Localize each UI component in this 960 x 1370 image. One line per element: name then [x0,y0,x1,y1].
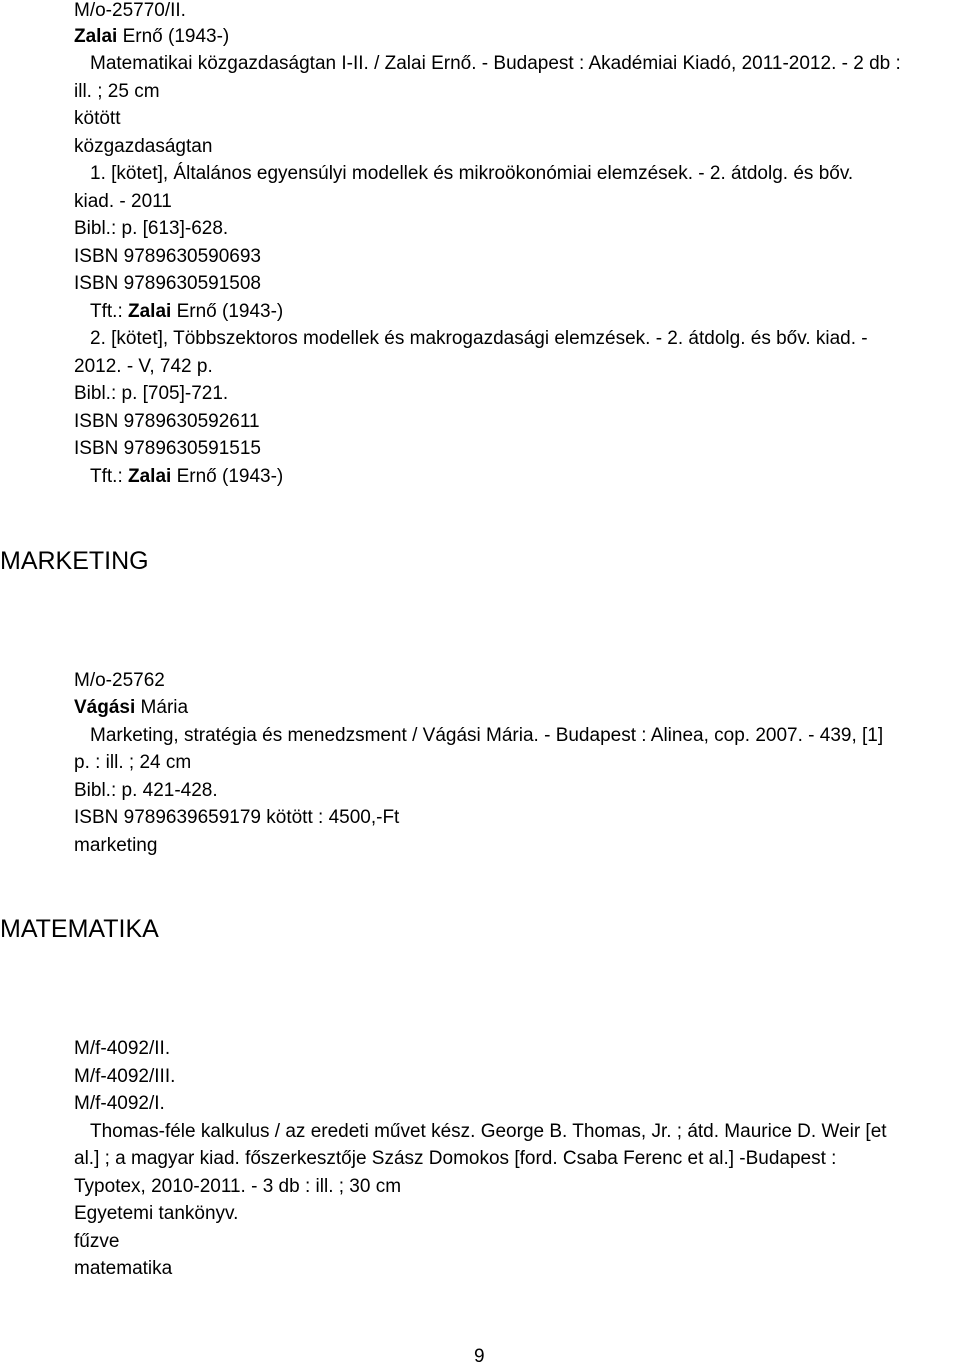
volume-title-line: 1. [kötet], Általános egyensúlyi modellek és mikroökonómiai elemzések. - 2. átdolg. és bőv. [90,163,854,184]
page-number: 9 [474,1346,485,1367]
subject: marketing [74,835,158,856]
shelf-mark: M/f-4092/II. [74,1038,171,1059]
shelf-mark: M/o-25762 [74,670,165,691]
title-line: p. : ill. ; 24 cm [74,752,192,773]
author-heading [74,24,229,50]
author-heading [74,695,188,721]
volume-title-line: 2012. - V, 742 p. [74,356,213,377]
author-surname: Vágási [74,697,136,718]
bibliography-note: Bibl.: p. [705]-721. [74,383,229,404]
binding: fűzve [74,1231,120,1252]
note: Egyetemi tankönyv. [74,1203,239,1224]
title-line: Marketing, stratégia és menedzsment / Vágási Mária. - Budapest : Alinea, cop. 2007. - 439, [1] [90,725,884,746]
tft-surname: Zalai [128,466,172,487]
title-line: Thomas-féle kalkulus / az eredeti művet kész. George B. Thomas, Jr. ; átd. Maurice D. Weir [et [90,1121,887,1142]
binding: kötött [74,108,121,129]
subject-author [90,464,283,490]
tft-prefix: Tft.: [90,301,128,322]
section-heading: MARKETING [0,547,149,575]
shelf-mark: M/f-4092/III. [74,1066,176,1087]
tft-surname: Zalai [128,301,172,322]
tft-rest: Ernő (1943-) [171,301,284,322]
volume-title-line: 2. [kötet], Többszektoros modellek és makrogazdasági elemzések. - 2. átdolg. és bőv. kiad. - [90,328,868,349]
volume-title-line: kiad. - 2011 [74,191,172,212]
subject: közgazdaságtan [74,136,213,157]
title-line: Matematikai közgazdaságtan I-II. / Zalai Ernő. - Budapest : Akadémiai Kiadó, 2011-2012. - 2 db : [90,53,901,74]
title-line: al.] ; a magyar kiad. főszerkesztője Szász Domokos [ford. Csaba Ferenc et al.] -Budapest : [74,1148,837,1169]
isbn: ISBN 9789630591515 [74,438,261,459]
shelf-mark: M/o-25770/II. [74,0,186,21]
isbn: ISBN 9789630590693 [74,246,261,267]
author-rest: Mária [135,697,189,718]
author-rest: Ernő (1943-) [117,26,230,47]
title-line: Typotex, 2010-2011. - 3 db : ill. ; 30 cm [74,1176,402,1197]
subject: matematika [74,1258,173,1279]
isbn: ISBN 9789630591508 [74,273,261,294]
section-heading: MATEMATIKA [0,915,159,943]
tft-prefix: Tft.: [90,466,128,487]
bibliography-note: Bibl.: p. [613]-628. [74,218,229,239]
isbn: ISBN 9789630592611 [74,411,260,432]
author-surname: Zalai [74,26,118,47]
tft-rest: Ernő (1943-) [171,466,284,487]
shelf-mark: M/f-4092/I. [74,1093,165,1114]
isbn: ISBN 9789639659179 kötött : 4500,-Ft [74,807,400,828]
title-line: ill. ; 25 cm [74,81,160,102]
subject-author [90,299,283,325]
bibliography-note: Bibl.: p. 421-428. [74,780,218,801]
